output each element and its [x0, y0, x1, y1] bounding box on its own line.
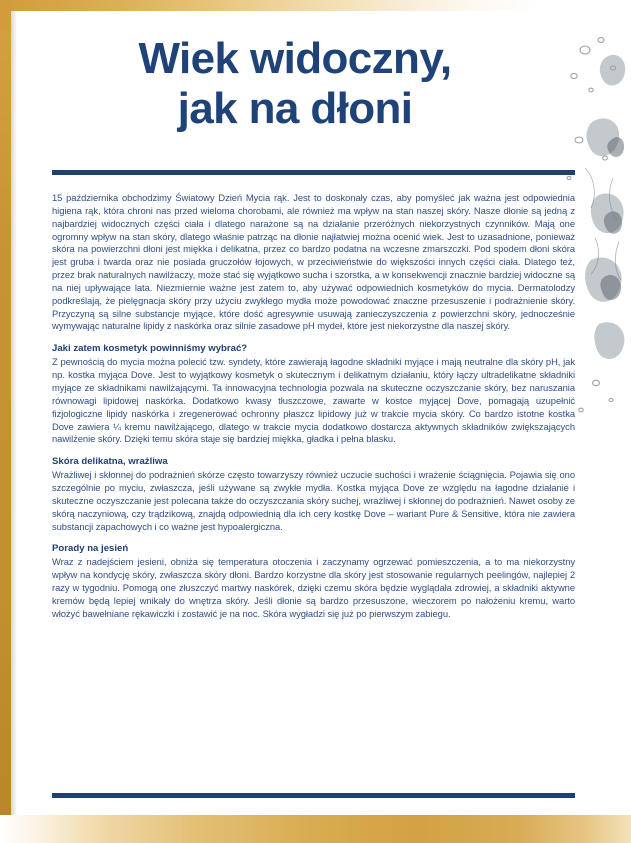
divider-bottom — [52, 793, 575, 798]
paragraph: Wrażliwej i skłonnej do podrażnień skórze często towarzyszy również uczucie suchości i wrażenie ściągnięcia. Pojawia się ono szczególnie po myciu, zwłaszcza, jeśli używane są zwykłe mydła. Kostka myjąca Dove ze względu na łagodne działanie i skuteczne oczyszczanie jest polecana także do oczyszczania skóry suchej, wrażliwej i skłonnej do podrażnień. Nawet osoby ze skórą naczyniową, czy trądzikową, znajdą odpowiednią dla ich cery kostkę Dove – wariant Pure & Sensitive, która nie zawiera substancji zapachowych i co ważne jest hypoalergiczna. — [52, 469, 575, 532]
title-line-2: jak na dłoni — [177, 84, 413, 133]
article-body — [52, 192, 575, 621]
paragraph: Z pewnością do mycia można polecić tzw. syndety, które zawierają łagodne składniki myjące i mają neutralne dla skóry pH, jak np. kostka myjąca Dove. Jest to wyjątkowy kosmetyk o skutecznym i delikatnym działaniu, który łączy ultradelikatne składniki myjące ze składnikami nawilżającymi. Ta innowacyjna technologia pozwala na skuteczne oczyszczanie skóry, bez naruszania równowagi lipidowej naskórka. Dodatkowo kwasy tłuszczowe, zawarte w kostce myjącej Dove, pomagają uzupełnić fizjologiczne lipidy naskórka i zregenerować ochronny płaszcz lipidowy już w trakcie mycia skóry. Co bardzo istotne kostka Dove zawiera ¼ kremu nawilżającego, dlatego w trakcie mycia dodatkowo dostarcza aktywnych składników zwiększających nawilżenie skóry. Dzięki temu skóra staje się bardziej miękka, gładka i pełna blasku. — [52, 356, 575, 445]
divider-top — [52, 170, 575, 175]
section-heading: Skóra delikatna, wrażliwa — [52, 456, 168, 468]
page-title — [0, 34, 590, 134]
title-line-1: Wiek widoczny, — [138, 34, 452, 83]
article-section — [52, 192, 575, 333]
paragraph: 15 października obchodzimy Światowy Dzień Mycia rąk. Jest to doskonały czas, aby pomyśleć jak ważna jest odpowiednia higiena rąk, która chroni nas przed wieloma chorobami, ale również ma wpływ na stan naszej skóry. Nasze dłonie są jedną z najbardziej widocznych części ciała i dlatego narażone są na działanie przeróżnych niekorzystnych czynników. Mają one ogromny wpływ na stan skóry, dlatego właśnie patrząc na dłonie najłatwiej można ocenić wiek. Jest to uzasadnione, ponieważ skóra na powierzchni dłoni jest miękka i delikatna, przez co bardzo podatna na wczesne zmarszczki. Pod spodem dłoni skóra jest gruba i twarda oraz nie posiada gruczołów łojowych, w przeciwieństwie do większości innych części ciała. Dlatego też, przez brak naturalnych nawilżaczy, może stać się wyjątkowo sucha i szorstka, a w konsekwencji znacznie bardziej widoczne są na niej upływające lata. Niezmiernie ważne jest zatem to, aby używać odpowiednich kosmetyków do mycia. Dermatolodzy podkreślają, że pielęgnacja skóry przy użyciu zwykłego mydła może powodować znaczne przesuszenie i podrażnienie skóry. Przyczyną są silne substancje myjące, które dość agresywnie usuwają zanieczyszczenia z powierzchni skóry, jednocześnie wymywając naturalne lipidy z naskórka oraz silnie zasadowe pH mydeł, które jest niekorzystne dla naszej skóry. — [52, 192, 575, 332]
article-section — [52, 455, 575, 533]
section-heading: Jaki zatem kosmetyk powinniśmy wybrać? — [52, 343, 248, 355]
gold-border-bottom-gradient — [0, 815, 631, 843]
article-section — [52, 542, 575, 620]
article-section — [52, 342, 575, 446]
section-heading: Porady na jesień — [52, 543, 129, 555]
paragraph: Wraz z nadejściem jesieni, obniża się temperatura otoczenia i zaczynamy ogrzewać pomieszczenia, a to ma niekorzystny wpływ na kondycję skóry, zwłaszcza skóry dłoni. Bardzo korzystne dla skóry jest stosowanie regularnych peelingów, najlepiej 2 razy w tygodniu. Pomogą one złuszczyć martwy naskórek, dzięki czemu skóra będzie wyglądała zdrowiej, a składniki aktywne kremów będą lepiej wnikały do wnętrza skóry. Jeśli dłonie są bardzo przesuszone, wieczorem po nałożeniu kremu, warto włożyć bawełniane rękawiczki i zostawić je na noc. Skóra wygładzi się już po pierwszym zabiegu. — [52, 556, 575, 619]
